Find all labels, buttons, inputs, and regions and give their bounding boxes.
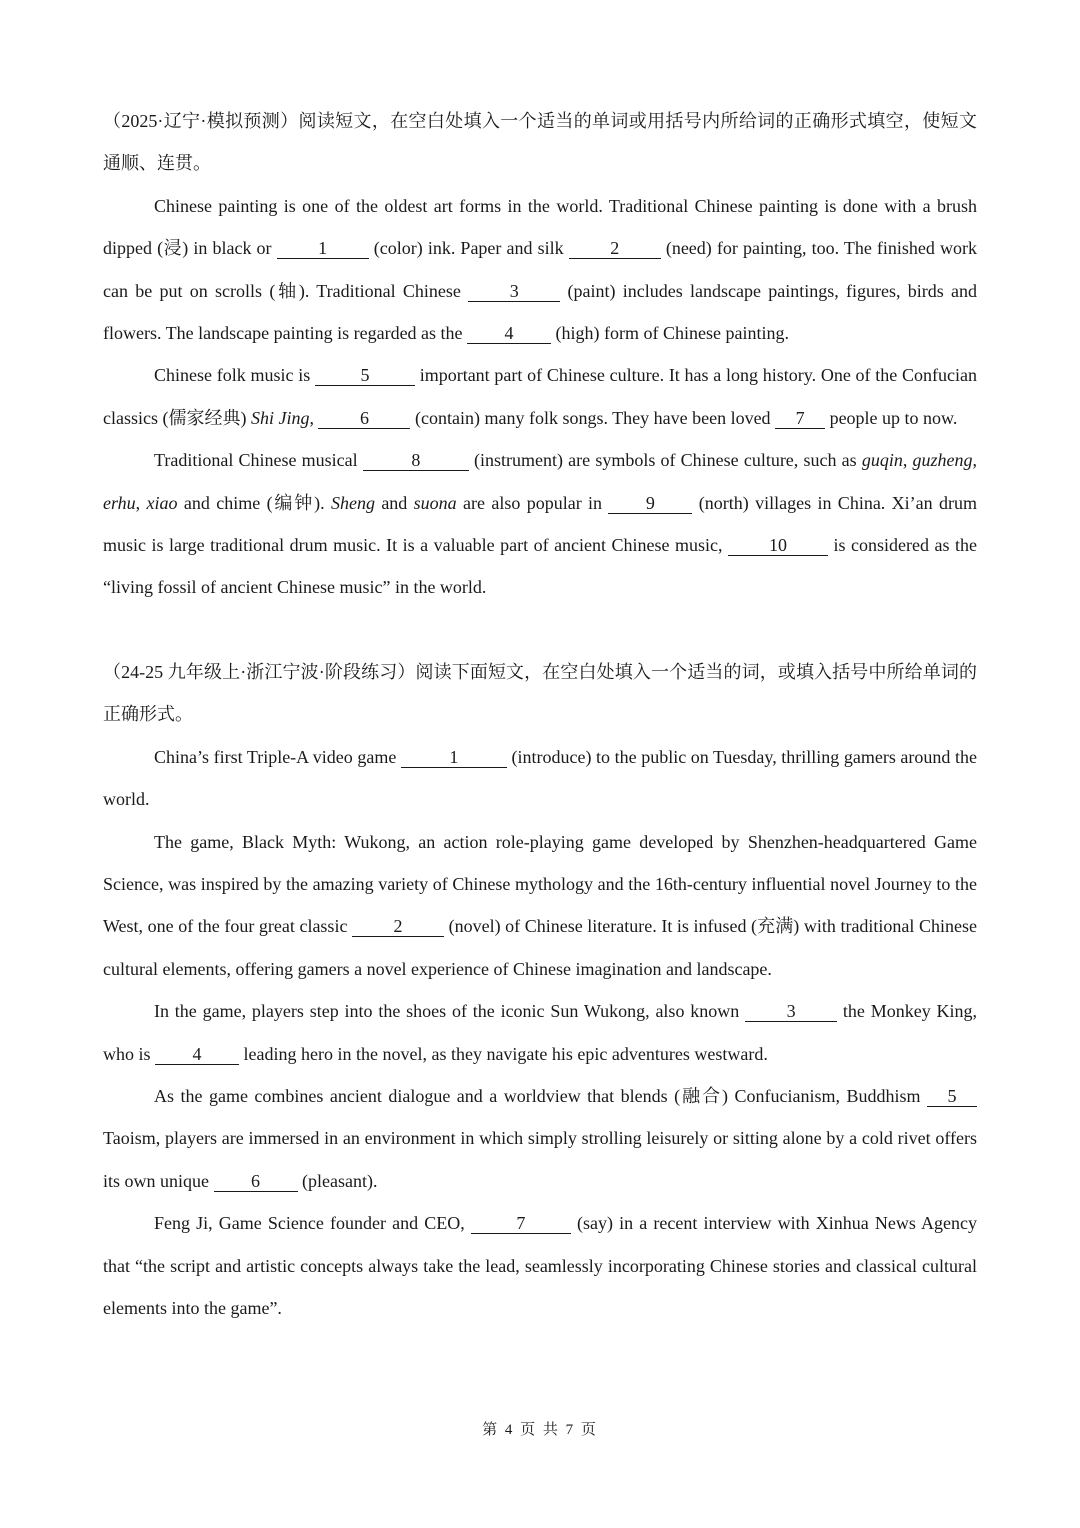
text: important part of Chinese culture. It has a long history. One of the Confucian classics (儒家经典) — [103, 365, 977, 428]
text: (pleasant). — [297, 1170, 378, 1191]
blank-10[interactable]: 10 — [728, 535, 828, 556]
text: the Monkey King, who is — [103, 1001, 978, 1064]
passage1-paragraph-1 — [103, 185, 977, 355]
passage2-paragraph-2 — [103, 821, 977, 991]
text: is considered as the “living fossil of ancient Chinese music” in the world. — [103, 535, 977, 598]
blank-2[interactable]: 2 — [569, 238, 661, 259]
passage1-paragraph-3 — [103, 439, 977, 609]
blank-3[interactable]: 3 — [468, 281, 560, 302]
blank-1[interactable]: 1 — [401, 747, 507, 768]
passage2-paragraph-4 — [103, 1075, 977, 1202]
passage2-paragraph-5 — [103, 1202, 977, 1329]
text: and chime (编钟). — [177, 492, 331, 513]
text: China’s first Triple-A video game — [154, 746, 401, 767]
blank-4[interactable]: 4 — [467, 323, 551, 344]
text: (north) villages in China. Xi’an drum music is large traditional drum music. It is a valuable part of ancient Chinese music, — [103, 492, 977, 556]
text: leading hero in the novel, as they navigate his epic adventures westward. — [239, 1043, 768, 1064]
passage2-instructions: （24-25 九年级上·浙江宁波·阶段练习）阅读下面短文，在空白处填入一个适当的词，或填入括号中所给单词的正确形式。 — [103, 661, 977, 725]
blank-6[interactable]: 6 — [214, 1171, 298, 1192]
italic-text: Shi Jing — [250, 407, 310, 428]
italic-text: guzheng — [912, 450, 973, 471]
passage2-paragraph-3 — [103, 990, 977, 1075]
text: , — [972, 450, 977, 471]
text: (need) for painting, too. The finished work can be put on scrolls (轴). Traditional Chinese — [103, 238, 978, 301]
text: are also popular in — [456, 492, 609, 513]
text: (contain) many folk songs. They have been loved — [410, 407, 776, 428]
italic-text: guqin — [861, 450, 903, 471]
blank-1[interactable]: 1 — [277, 238, 369, 259]
text: Chinese folk music is — [154, 365, 315, 386]
blank-7[interactable]: 7 — [471, 1213, 571, 1234]
document-page — [103, 100, 977, 1329]
text: In the game, players step into the shoes of the iconic Sun Wukong, also known — [154, 1001, 746, 1022]
passage-gap — [103, 609, 977, 651]
passage1-paragraph-2 — [103, 354, 977, 439]
italic-text: suona — [413, 492, 457, 513]
text: people up to now. — [825, 407, 958, 428]
blank-8[interactable]: 8 — [363, 450, 469, 471]
text: Traditional Chinese musical — [154, 450, 363, 471]
text: (instrument) are symbols of Chinese culture, such as — [468, 450, 862, 471]
text: Feng Ji, Game Science founder and CEO, — [154, 1213, 471, 1234]
text: (introduce) to the public on Tuesday, thrilling gamers around the world. — [103, 746, 977, 810]
text: (say) in a recent interview with Xinhua News Agency that “the script and artistic concepts always take the lead, seamlessly incorporating Chinese stories and classical cultural elements into the game”. — [103, 1213, 977, 1318]
blank-5[interactable]: 5 — [315, 365, 415, 386]
text: and — [374, 492, 414, 513]
blank-4[interactable]: 4 — [155, 1044, 239, 1065]
text: , — [135, 492, 147, 513]
blank-2[interactable]: 2 — [352, 916, 444, 937]
passage2-paragraph-1 — [103, 736, 977, 821]
text: (paint) includes landscape paintings, figures, birds and flowers. The landscape painting is regarded as the — [103, 280, 977, 344]
text: Chinese painting is one of the oldest art forms in the world. Traditional Chinese painting is done with a brush dipped (浸) in black or — [103, 195, 977, 259]
text: Taoism, players are immersed in an environment in which simply strolling leisurely or sitting alone by a cold rivet offers its own unique — [103, 1128, 977, 1191]
passage1-instructions: （2025·辽宁·模拟预测）阅读短文，在空白处填入一个适当的单词或用括号内所给词的正确形式填空，使短文通顺、连贯。 — [103, 111, 977, 174]
blank-7[interactable]: 7 — [775, 408, 825, 429]
italic-text: Sheng — [330, 492, 375, 513]
italic-text: xiao — [146, 492, 178, 513]
text: (color) ink. Paper and silk — [368, 238, 569, 259]
italic-text: erhu — [103, 492, 136, 513]
text: , — [309, 407, 319, 428]
text: The game, Black Myth: Wukong, an action role-playing game developed by Shenzhen-headquartered Game Science, was inspired by the amazing variety of Chinese mythology and the 16th-century influential novel Journey to the West, one of the four great classic — [103, 831, 977, 937]
text: (high) form of Chinese painting. — [551, 323, 790, 344]
blank-6[interactable]: 6 — [318, 408, 410, 429]
text: , — [902, 450, 913, 471]
page-footer: 第 4 页 共 7 页 — [482, 1422, 598, 1438]
blank-3[interactable]: 3 — [745, 1001, 837, 1022]
blank-5[interactable]: 5 — [927, 1086, 977, 1107]
text: (novel) of Chinese literature. It is infused (充满) with traditional Chinese cultural elements, offering gamers a novel experience of Chinese imagination and landscape. — [103, 916, 977, 979]
blank-9[interactable]: 9 — [608, 493, 692, 514]
text: As the game combines ancient dialogue and a worldview that blends (融合) Confucianism, Buddhism — [154, 1085, 927, 1106]
